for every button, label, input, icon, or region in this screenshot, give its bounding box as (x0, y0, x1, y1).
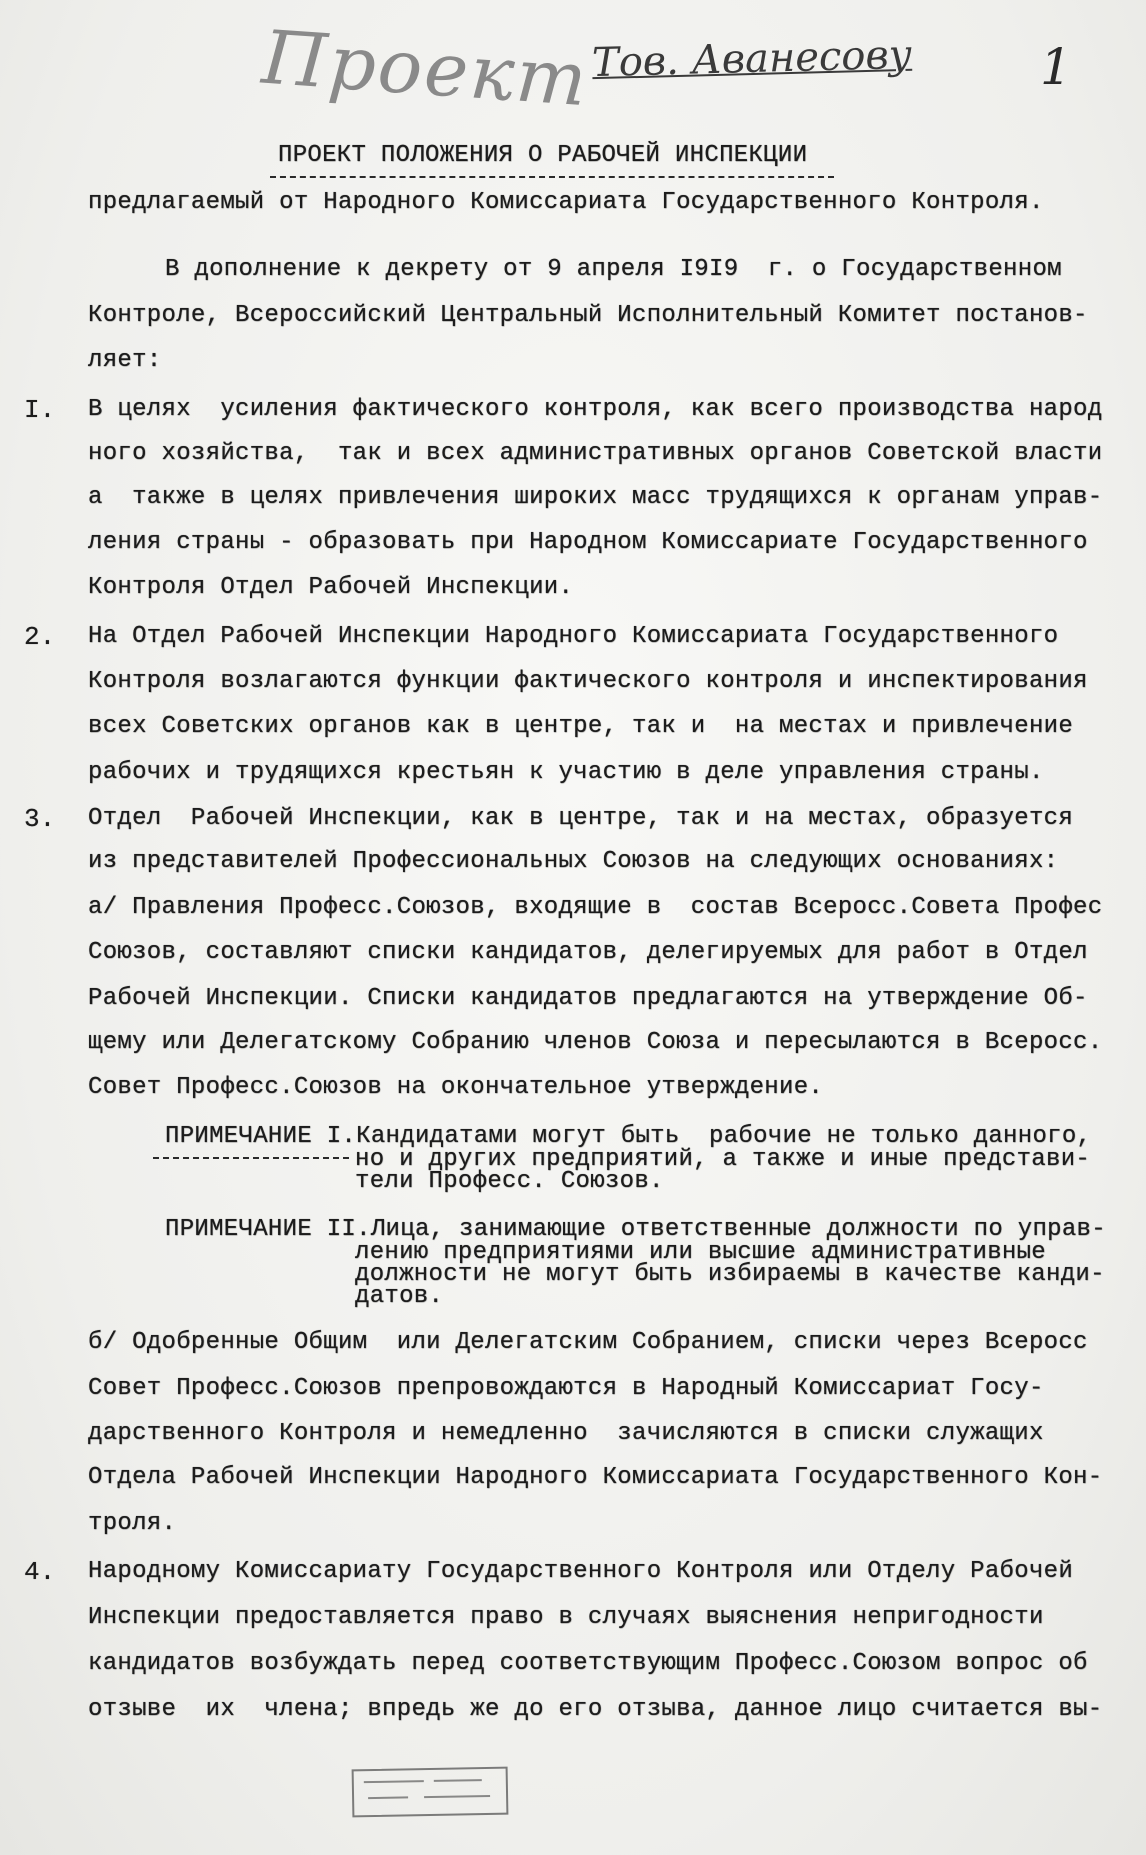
stamp-mark (364, 1780, 424, 1783)
item-2-line: всех Советских органов как в центре, так и на местах и привлечение (88, 713, 1074, 740)
clause-b-line: Совет Професс.Союзов препровождаются в Народный Комиссариат Госу- (88, 1375, 1044, 1402)
archive-stamp (352, 1767, 509, 1818)
note-1-line: тели Професс. Союзов. (355, 1168, 664, 1195)
item-3-line: из представителей Профессиональных Союзов на следующих основаниях: (88, 848, 1059, 875)
item-number: I. (24, 395, 56, 425)
document-subtitle: предлагаемый от Народного Комиссариата Государственного Контроля. (88, 189, 1044, 216)
item-1-line: ного хозяйства, так и всех административных органов Советской власти (88, 440, 1103, 467)
note-2-line: лению предприятиями или высшие административные (355, 1239, 1047, 1266)
title-underline (270, 176, 834, 178)
item-1-line: а также в целях привлечения широких масс трудящихся к органам управ- (88, 484, 1103, 511)
item-3-line: Рабочей Инспекции. Списки кандидатов предлагаются на утверждение Об- (88, 985, 1088, 1012)
note-1-line: ПРИМЕЧАНИЕ I.Кандидатами могут быть рабочие не только данного, (165, 1123, 1092, 1150)
clause-b-line: б/ Одобренные Общим или Делегатским Собранием, списки через Всеросс (88, 1329, 1088, 1356)
item-3-line: а/ Правления Професс.Союзов, входящие в состав Всеросс.Совета Профес (88, 894, 1103, 921)
note-2-line: датов. (355, 1283, 444, 1310)
item-4-line: кандидатов возбуждать перед соответствующим Професс.Союзом вопрос об (88, 1650, 1088, 1677)
item-number: 2. (24, 622, 56, 652)
item-3-line: Совет Професс.Союзов на окончательное утверждение. (88, 1074, 824, 1101)
note-1-underline (153, 1157, 349, 1159)
item-3-line: Союзов, составляют списки кандидатов, делегируемых для работ в Отдел (88, 939, 1088, 966)
page-number: 1 (1040, 38, 1072, 96)
handwritten-draft-note: Проект (259, 14, 592, 124)
item-number: 3. (24, 804, 56, 834)
intro-line: Контроле, Всероссийский Центральный Исполнительный Комитет постанов- (88, 302, 1088, 329)
item-1-line: Контроля Отдел Рабочей Инспекции. (88, 574, 574, 601)
item-3-line: Отдел Рабочей Инспекции, как в центре, так и на местах, образуется (88, 805, 1074, 832)
item-1-line: В целях усиления фактического контроля, как всего производства народ (88, 396, 1103, 423)
item-1-line: ления страны - образовать при Народном Комиссариате Государственного (88, 529, 1088, 556)
clause-b-line: Отдела Рабочей Инспекции Народного Комиссариата Государственного Кон- (88, 1464, 1103, 1491)
item-4-line: Инспекции предоставляется право в случаях выяснения непригодности (88, 1604, 1044, 1631)
note-2-line: должности не могут быть избираемы в качестве канди- (355, 1261, 1105, 1288)
item-number: 4. (24, 1557, 56, 1587)
intro-line: ляет: (88, 347, 162, 374)
item-2-line: На Отдел Рабочей Инспекции Народного Комиссариата Государственного (88, 623, 1059, 650)
note-1-line: но и других предприятий, а также и иные представи- (355, 1146, 1091, 1173)
stamp-mark (368, 1796, 408, 1799)
item-3-line: щему или Делегатскому Собранию членов Союза и пересылаются в Всеросс. (88, 1029, 1103, 1056)
clause-b-line: троля. (88, 1510, 177, 1537)
stamp-mark (434, 1779, 482, 1782)
stamp-mark (424, 1795, 490, 1798)
item-4-line: Народному Комиссариату Государственного Контроля или Отделу Рабочей (88, 1558, 1074, 1585)
item-4-line: отзыве их члена; впредь же до его отзыва, данное лицо считается вы- (88, 1696, 1103, 1723)
handwritten-addressee-note: Тов. Аванесову (591, 31, 913, 87)
clause-b-line: дарственного Контроля и немедленно зачисляются в списки служащих (88, 1420, 1044, 1447)
intro-line: В дополнение к декрету от 9 апреля I9I9 г. о Государственном (165, 256, 1062, 283)
document-title: ПРОЕКТ ПОЛОЖЕНИЯ О РАБОЧЕЙ ИНСПЕКЦИИ (278, 142, 808, 169)
item-2-line: рабочих и трудящихся крестьян к участию в деле управления страны. (88, 759, 1044, 786)
note-2-line: ПРИМЕЧАНИЕ II.Лица, занимающие ответственные должности по управ- (165, 1216, 1106, 1243)
item-2-line: Контроля возлагаются функции фактического контроля и инспектирования (88, 668, 1088, 695)
